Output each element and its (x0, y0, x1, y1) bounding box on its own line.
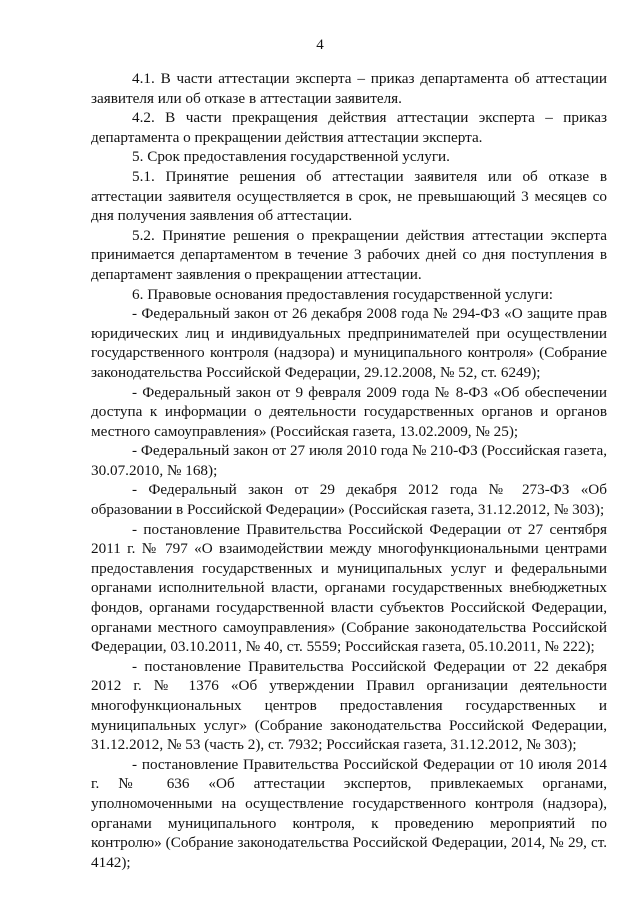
paragraph-4-2: 4.2. В части прекращения действия аттестации эксперта – приказ департамента о прекращении действия аттестации эксперта. (91, 109, 607, 146)
legal-basis-item: - Федеральный закон от 29 декабря 2012 года № 273-ФЗ «Об образовании в Российской Федерации» (Российская газета, 31.12.2012, № 303); (91, 481, 607, 519)
legal-basis-item: - постановление Правительства Российской Федерации от 22 декабря 2012 г. № 1376 «Об утверждении Правил организации деятельности многофункциональных центров предоставления государственных и муниципальных услуг» (Собрание законодательства Российской Федерации, 31.12.2012, № 53 (часть 2), ст. 7932; Российская газета, 31.12.2012, № 303); (91, 657, 607, 754)
legal-basis-item: - Федеральный закон от 26 декабря 2008 года № 294-ФЗ «О защите прав юридических лиц и индивидуальных предпринимателей при осуществлении государственного контроля (надзора) и муниципального контроля» (Собрание законодательства Российской Федерации, 29.12.2008, № 52, ст. 6249); (91, 305, 607, 381)
paragraph-5-1: 5.1. Принятие решения об аттестации заявителя или об отказе в аттестации заявителя осуществляется в срок, не превышающий 3 месяцев со дня получения заявления об аттестации. (91, 167, 607, 225)
paragraph-6: 6. Правовые основания предоставления государственной услуги: (132, 285, 553, 303)
legal-basis-item: - постановление Правительства Российской Федерации от 27 сентября 2011 г. № 797 «О взаимодействии между многофункциональными центрами предоставления государственных и муниципальных услуг и федеральными органами исполнительной власти, органами государственных внебюджетных фондов, органами государственной власти субъектов Российской Федерации, органами местного самоуправления» (Собрание законодательства Российской Федерации, 03.10.2011, № 40, ст. 5559; Российская газета, 05.10.2011, № 222); (91, 520, 607, 656)
legal-basis-item: - Федеральный закон от 9 февраля 2009 года № 8-ФЗ «Об обеспечении доступа к информации о деятельности государственных органов и органов местного самоуправления» (Российская газета, 13.02.2009, № 25); (91, 383, 607, 440)
paragraph-5-2: 5.2. Принятие решения о прекращении действия аттестации эксперта принимается департаментом в течение 3 рабочих дней со дня поступления в департамент заявления о прекращении аттестации. (91, 226, 607, 283)
paragraph-4-1: 4.1. В части аттестации эксперта – приказ департамента об аттестации заявителя или об отказе в аттестации заявителя. (91, 70, 607, 107)
page-number: 4 (316, 37, 324, 53)
document-body (91, 69, 607, 872)
paragraph-5: 5. Срок предоставления государственной услуги. (132, 148, 450, 166)
legal-basis-item: - постановление Правительства Российской Федерации от 10 июля 2014 г. № 636 «Об аттестации экспертов, привлекаемых органами, уполномоченными на осуществление государственного контроля (надзора), органами муниципального контроля, к проведению мероприятий по контролю» (Собрание законодательства Российской Федерации, 2014, № 29, ст. 4142); (91, 755, 607, 871)
legal-basis-item: - Федеральный закон от 27 июля 2010 года № 210-ФЗ (Российская газета, 30.07.2010, № 168); (91, 442, 607, 479)
